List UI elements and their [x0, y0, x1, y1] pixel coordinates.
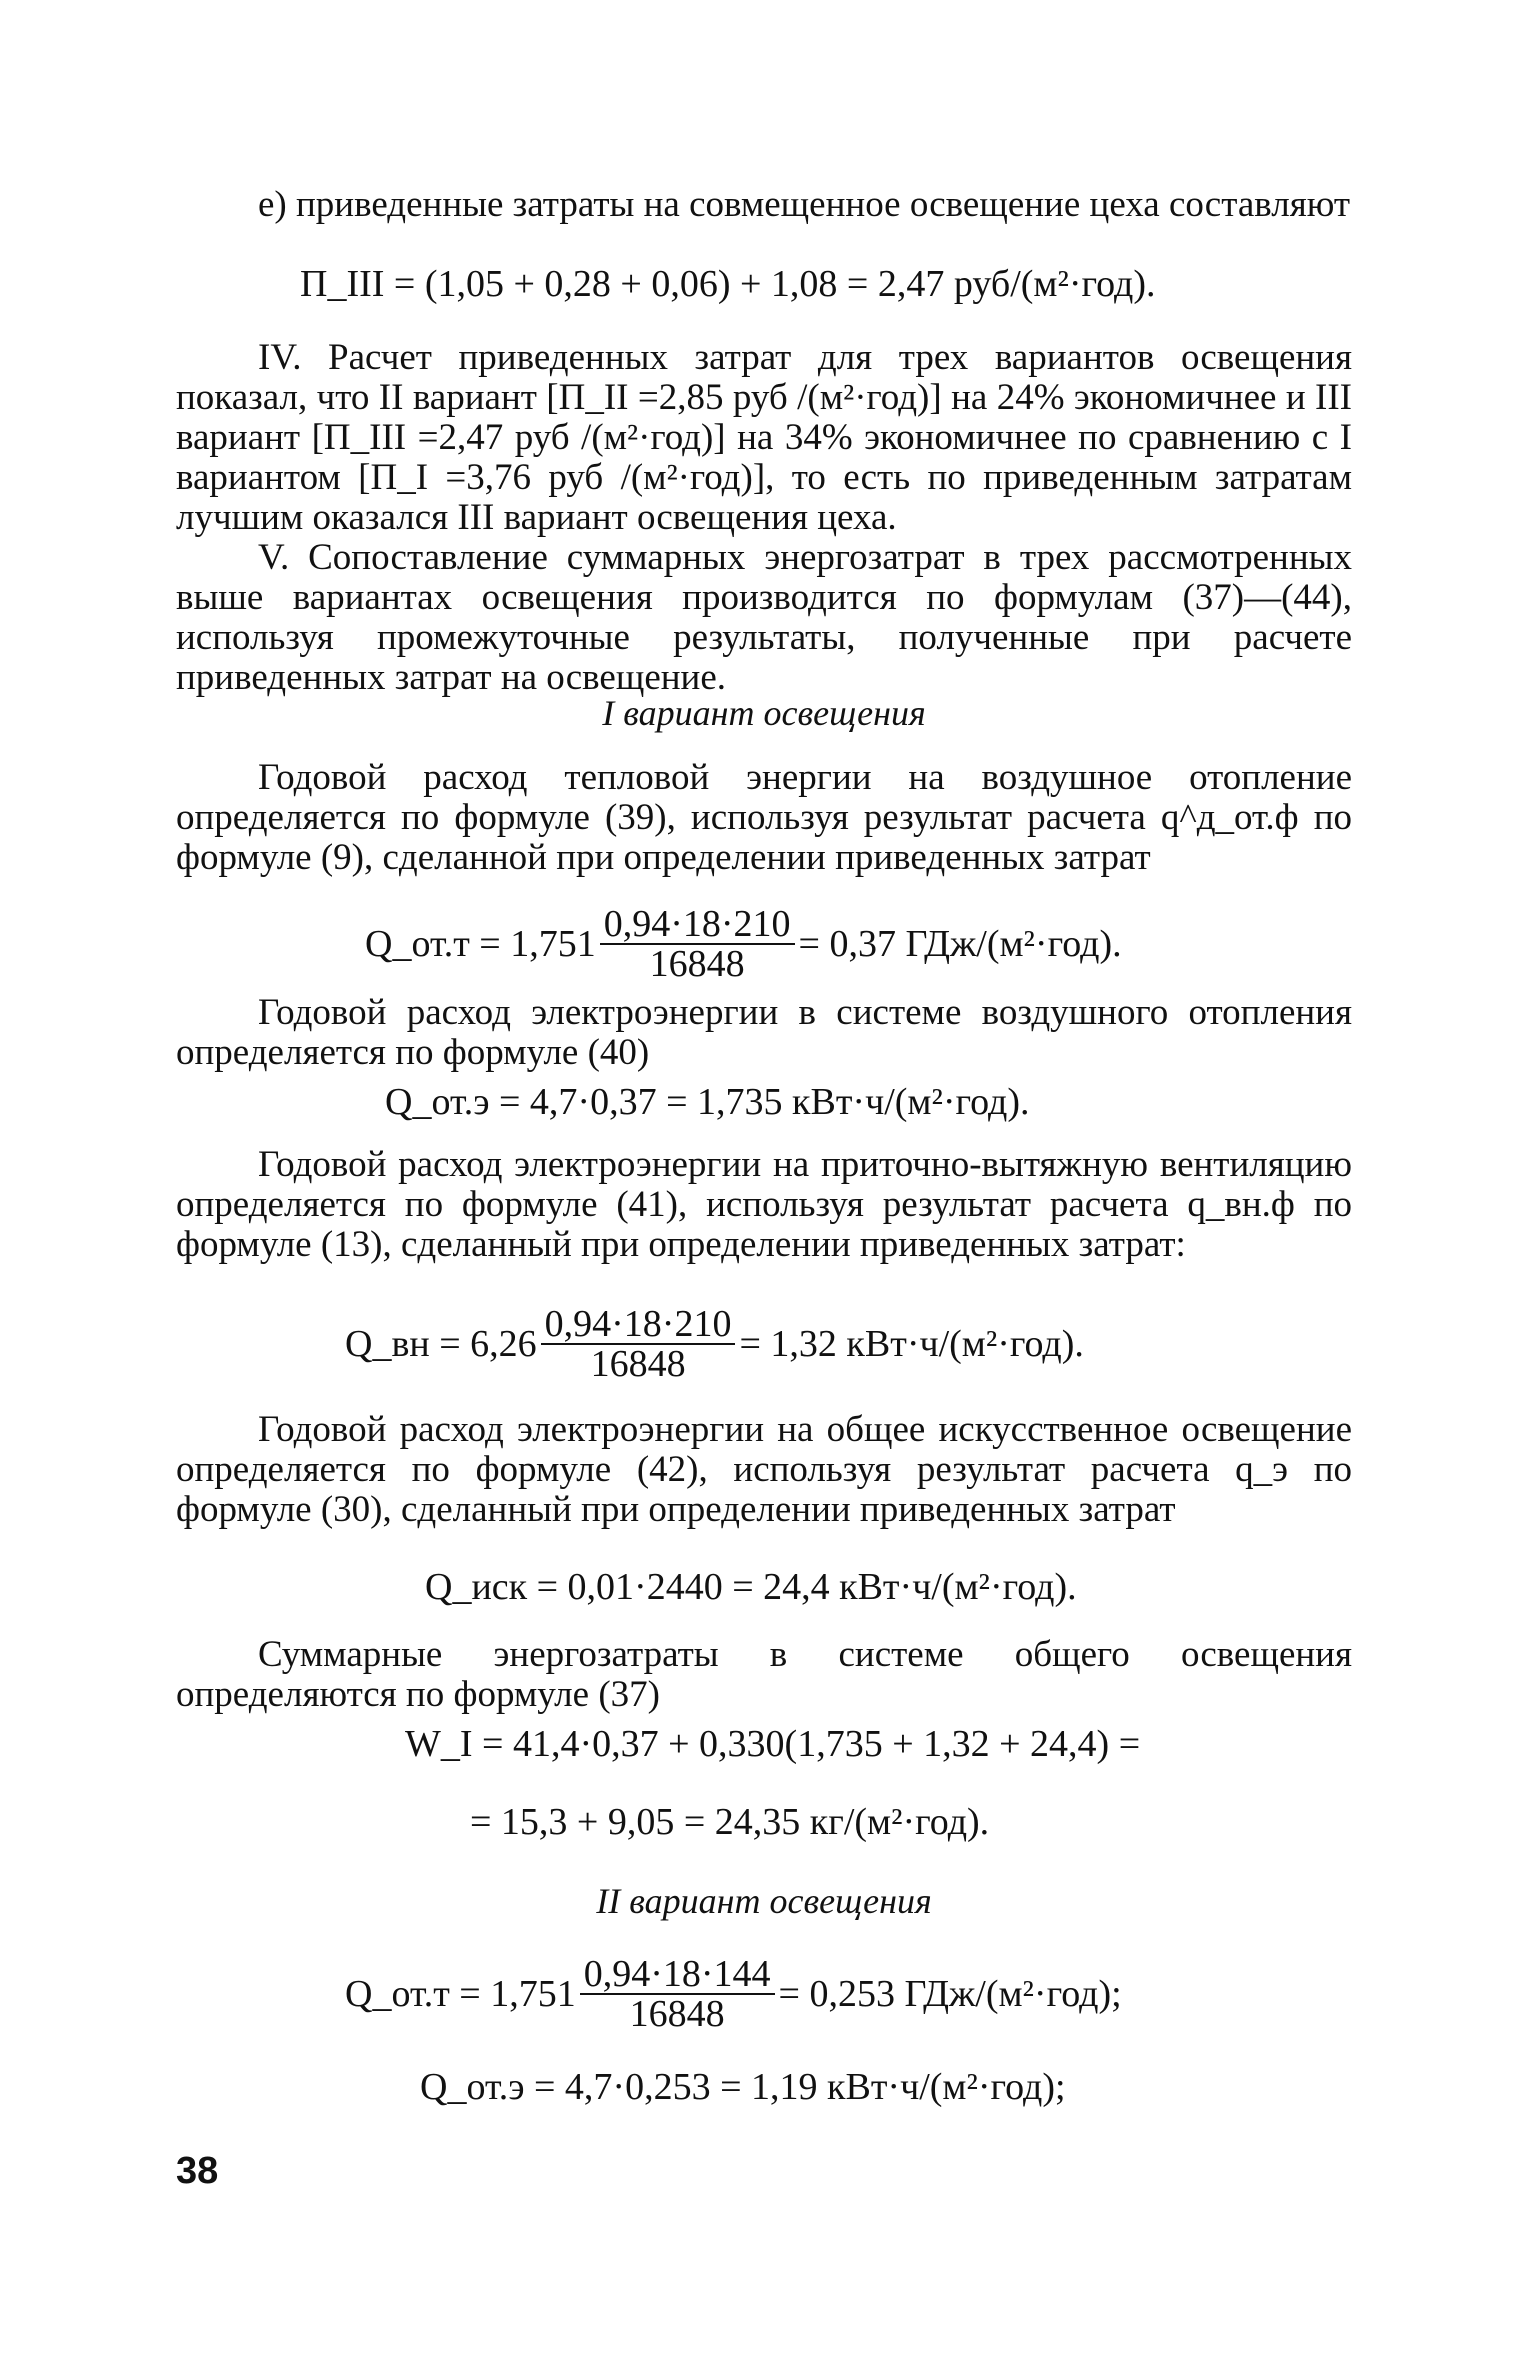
fraction-numerator: 0,94·18·210 [541, 1305, 736, 1345]
fraction-numerator: 0,94·18·144 [580, 1955, 775, 1995]
paragraph-e: е) приведенные затраты на совмещенное освещение цеха составляют [258, 184, 1351, 225]
fraction [600, 905, 795, 983]
formula-p3: П_III = (1,05 + 0,28 + 0,06) + 1,08 = 2,47 руб/(м²·год). [300, 263, 1156, 305]
formula-q-isk: Q_иск = 0,01·2440 = 24,4 кВт·ч/(м²·год). [425, 1566, 1077, 1608]
paragraph-el-heat: Годовой расход электроэнергии в системе воздушного отопления определяется по формуле (40) [176, 992, 1352, 1073]
formula-q-vn [345, 1305, 1084, 1383]
fraction-denominator: 16848 [629, 1993, 725, 2035]
paragraph-vent: Годовой расход электроэнергии на приточно-вытяжную вентиляцию определяется по формуле (41), используя результат расчета q_вн.ф по формуле (13), сделанный при определении приведенных затрат: [176, 1144, 1352, 1265]
formula-q-vn-rhs: = 1,32 кВт·ч/(м²·год). [739, 1323, 1084, 1365]
formula-w1-line-1: W_I = 41,4·0,37 + 0,330(1,735 + 1,32 + 24,4) = [405, 1723, 1141, 1765]
fraction [541, 1305, 736, 1383]
fraction-denominator: 16848 [590, 1343, 686, 1385]
fraction-numerator: 0,94·18·210 [600, 905, 795, 945]
formula-2-q-ot-t-lhs: Q_от.т = 1,751 [345, 1973, 576, 2015]
page-number: 38 [176, 2150, 219, 2192]
formula-2-q-ot-t [345, 1955, 1122, 2033]
formula-q-ot-e: Q_от.э = 4,7·0,37 = 1,735 кВт·ч/(м²·год). [385, 1081, 1030, 1123]
formula-q-vn-lhs: Q_вн = 6,26 [345, 1323, 537, 1365]
formula-q-ot-t-rhs: = 0,37 ГДж/(м²·год). [798, 923, 1122, 965]
paragraph-heat: Годовой расход тепловой энергии на воздушное отопление определяется по формуле (39), используя результат расчета q^д_от.ф по формуле (9), сделанной при определении приведенных затрат [176, 757, 1352, 878]
formula-q-ot-t [365, 905, 1122, 983]
formula-2-q-ot-t-rhs: = 0,253 ГДж/(м²·год); [778, 1973, 1122, 2015]
fraction-denominator: 16848 [649, 943, 745, 985]
paragraph-sum: Суммарные энергозатраты в системе общего освещения определяются по формуле (37) [176, 1634, 1352, 1715]
heading-variant-2: II вариант освещения [596, 1881, 932, 1921]
formula-2-q-ot-e: Q_от.э = 4,7·0,253 = 1,19 кВт·ч/(м²·год); [420, 2066, 1066, 2108]
formula-w1-line-2: = 15,3 + 9,05 = 24,35 кг/(м²·год). [470, 1801, 990, 1843]
paragraph-light: Годовой расход электроэнергии на общее искусственное освещение определяется по формуле (42), используя результат расчета q_э по формуле (30), сделанный при определении приведенных затрат [176, 1409, 1352, 1530]
paragraph-iv: IV. Расчет приведенных затрат для трех вариантов освещения показал, что II вариант [П_II =2,85 руб /(м²·год)] на 24% экономичнее и III вариант [П_III =2,47 руб /(м²·год)] на 34% экономичнее по сравнению с I вариантом [П_I =3,76 руб /(м²·год)], то есть по приведенным затратам лучшим оказался III вариант освещения цеха. [176, 337, 1352, 538]
formula-q-ot-t-lhs: Q_от.т = 1,751 [365, 923, 596, 965]
paragraph-v: V. Сопоставление суммарных энергозатрат в трех рассмотренных выше вариантах освещения производится по формулам (37)—(44), используя промежуточные результаты, полученные при расчете приведенных затрат на освещение. [176, 537, 1352, 698]
fraction [580, 1955, 775, 2033]
heading-variant-1: I вариант освещения [602, 693, 926, 733]
